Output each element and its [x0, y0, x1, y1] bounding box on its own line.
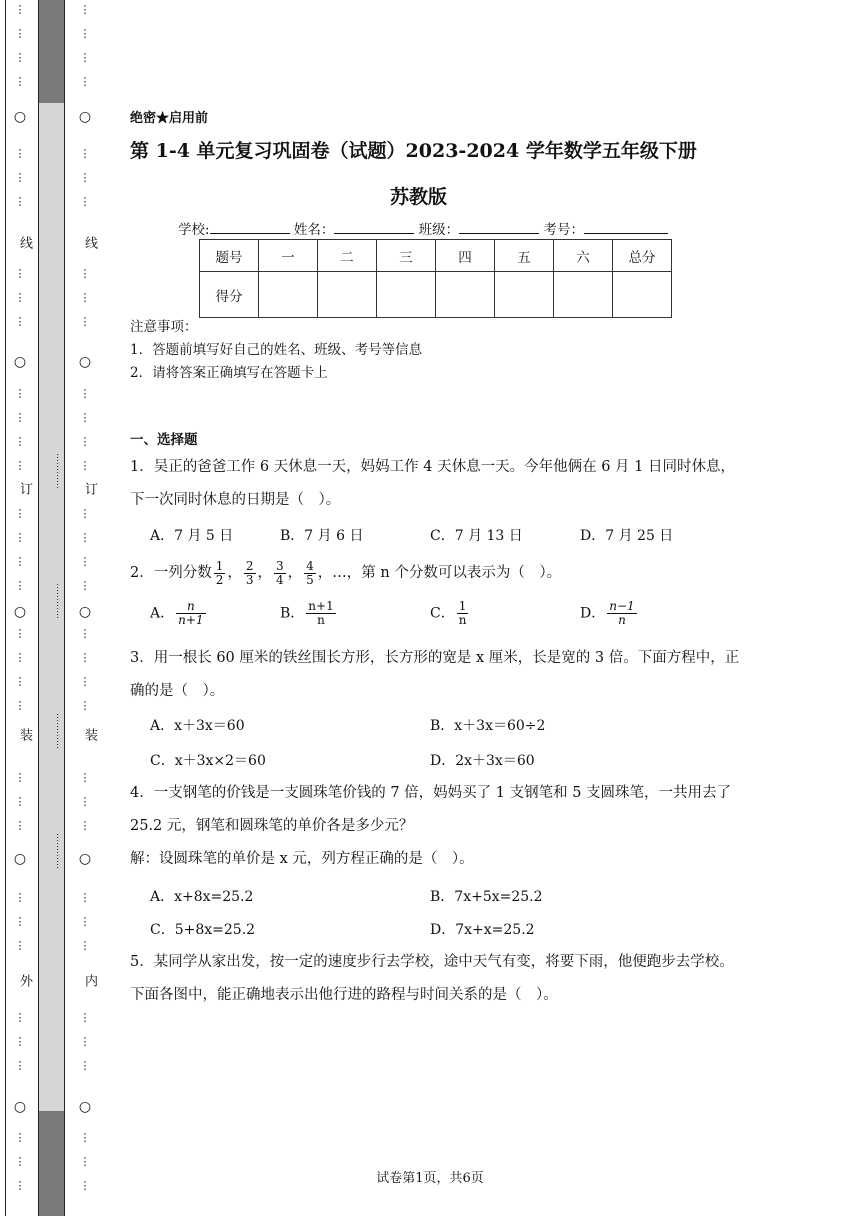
question-4-solution: 解：设圆珠笔的单价是 x 元，列方程正确的是（ ）。	[130, 851, 474, 867]
notes-item: 1．答题前填写好自己的姓名、班级、考号等信息	[130, 342, 423, 358]
score-cell[interactable]	[436, 272, 495, 318]
binding-dots: ⋮	[79, 435, 91, 448]
confidential-label: 绝密★启用前	[130, 111, 209, 126]
question-4-text: 4．一支钢笔的价钱是一支圆珠笔价钱的 7 倍，妈妈买了 1 支钢笔和 5 支圆珠笔，一共用去了 25.2 元，钢笔和圆珠笔的单价各是多少元？	[130, 785, 732, 834]
binding-dots: ⋮	[14, 291, 26, 304]
binding-dots: ⋮	[79, 819, 91, 832]
binding-dots: ⋮	[14, 579, 26, 592]
binding-dots: ⋮	[14, 147, 26, 160]
binding-dots: ⋮	[79, 507, 91, 520]
q4-option-c[interactable]: C．5+8x=25.2	[150, 922, 256, 938]
binding-dots: ⋮	[14, 507, 26, 520]
score-table-cell: 四	[436, 240, 495, 272]
score-cell[interactable]	[259, 272, 318, 318]
q1-option-c[interactable]: C．7 月 13 日	[430, 528, 523, 544]
binding-dots: ⋮	[14, 531, 26, 544]
binding-dots: ⋮	[14, 651, 26, 664]
binding-seal-word: 订	[82, 482, 97, 495]
fraction: $\frac{3}{4}$	[276, 558, 284, 587]
score-cell[interactable]	[495, 272, 554, 318]
binding-dots: ⋮	[14, 27, 26, 40]
question-2-text: 2．一列分数 $\frac{1}{2}$ ， $\frac{2}{3}$ ， $\frac{3}{4}$ ， $\frac{4}{5}$ ，…，第 n 个分数可以表示为（ ）。	[130, 558, 562, 587]
exam-number-label: 考号：	[543, 222, 584, 238]
score-table-cell: 题号	[200, 240, 259, 272]
binding-dots: ⋮	[79, 171, 91, 184]
binding-dots: ⋮	[79, 531, 91, 544]
notes-title: 注意事项：	[130, 319, 198, 335]
score-table-cell: 一	[259, 240, 318, 272]
binding-circle-icon: ○	[78, 604, 92, 620]
binding-dots: ⋮	[14, 891, 26, 904]
q3-option-d[interactable]: D．2x＋3x＝60	[430, 753, 535, 769]
q2-option-d[interactable]: D． $\frac{n-1}{n}$	[580, 599, 635, 627]
binding-dots: ⋮	[14, 1059, 26, 1072]
score-table-cell: 二	[318, 240, 377, 272]
q1-option-d[interactable]: D．7 月 25 日	[580, 528, 674, 544]
outer-seal-column	[9, 0, 31, 1216]
binding-dots: ⋮	[14, 171, 26, 184]
notes	[130, 316, 422, 385]
question-1-text: 1．吴正的爸爸工作 6 天休息一天，妈妈工作 4 天休息一天。今年他俩在 6 月 1 日同时休息，下一次同时休息的日期是（ ）。	[130, 459, 735, 508]
binding-dots: ⋮	[79, 1059, 91, 1072]
question-3-text: 3．用一根长 60 厘米的铁丝围长方形，长方形的宽是 x 厘米，长是宽的 3 倍。下面方程中，正确的是（ ）。	[130, 650, 740, 699]
binding-dots: ⋮	[79, 1131, 91, 1144]
binding-circle-icon: ○	[13, 354, 27, 370]
binding-seal-word: 外	[17, 974, 32, 987]
class-field[interactable]	[459, 221, 539, 234]
binding-circle-icon: ○	[13, 604, 27, 620]
binding-dots: ⋮	[79, 147, 91, 160]
score-row-label: 得分	[200, 272, 259, 318]
binding-dots: ⋮	[14, 675, 26, 688]
binding-dots: ⋮	[14, 699, 26, 712]
score-table-cell: 总分	[613, 240, 672, 272]
binding-dots: ⋮	[79, 1155, 91, 1168]
binding-dots: ⋮	[79, 1179, 91, 1192]
binding-dots: ⋮	[14, 1131, 26, 1144]
binding-dots: ⋮	[14, 1155, 26, 1168]
fraction: $\frac{1}{2}$	[215, 558, 224, 587]
q2-prefix: 2．一列分数	[130, 565, 212, 581]
exam-number-field[interactable]	[584, 221, 668, 234]
binding-dots: ⋮	[79, 459, 91, 472]
page-subtitle: 苏教版	[390, 186, 448, 208]
binding-dots: ⋮	[14, 411, 26, 424]
binding-dots: ⋮	[14, 75, 26, 88]
score-table	[199, 239, 672, 318]
binding-seal-word: 装	[17, 728, 32, 741]
q4-option-d[interactable]: D．7x+x=25.2	[430, 922, 535, 938]
binding-dots: ⋮	[14, 1035, 26, 1048]
notes-item: 2．请将答案正确填写在答题卡上	[130, 365, 328, 381]
binding-seal-word: 线	[82, 236, 97, 249]
score-cell[interactable]	[613, 272, 672, 318]
binding-dots: ⋮	[14, 555, 26, 568]
score-cell[interactable]	[318, 272, 377, 318]
binding-dots: ⋮	[14, 267, 26, 280]
q2-option-c[interactable]: C． $\frac{1}{n}$	[430, 599, 467, 627]
page-footer: 试卷第1页，共6页	[376, 1171, 484, 1186]
q3-option-c[interactable]: C．x＋3x×2＝60	[150, 753, 266, 769]
binding-dots: ⋮	[79, 651, 91, 664]
binding-dots: ⋮	[14, 771, 26, 784]
binding-seal-word: 线	[17, 236, 32, 249]
binding-dots: ⋮	[14, 795, 26, 808]
q1-option-b[interactable]: B．7 月 6 日	[280, 528, 364, 544]
binding-strip-light: ………… ………… ………… …………	[38, 103, 65, 1111]
binding-dots: ⋮	[79, 891, 91, 904]
binding-dots: ⋮	[14, 51, 26, 64]
q1-option-a[interactable]: A．7 月 5 日	[150, 528, 234, 544]
binding-dots: ⋮	[79, 1011, 91, 1024]
margin-rule	[5, 0, 6, 1216]
binding-dots: ⋮	[14, 1011, 26, 1024]
binding-dots: ⋮	[79, 699, 91, 712]
binding-dots: ⋮	[14, 459, 26, 472]
binding-circle-icon: ○	[13, 109, 27, 125]
binding-circle-icon: ○	[78, 109, 92, 125]
binding-seal-word: 订	[17, 482, 32, 495]
binding-dots: ⋮	[79, 195, 91, 208]
binding-dots: ⋮	[14, 939, 26, 952]
score-table-score-row	[200, 272, 672, 318]
q4-option-a[interactable]: A．x+8x=25.2	[150, 889, 254, 905]
binding-circle-icon: ○	[13, 1099, 27, 1115]
binding-dots: ⋮	[79, 555, 91, 568]
binding-dots: ⋮	[79, 291, 91, 304]
binding-circle-icon: ○	[13, 851, 27, 867]
binding-dots: ⋮	[14, 195, 26, 208]
q2-option-b[interactable]: B． $\frac{n+1}{n}$	[280, 599, 334, 627]
binding-dots: ⋮	[79, 915, 91, 928]
q4-option-b[interactable]: B．7x+5x=25.2	[430, 889, 543, 905]
fraction: $\frac{2}{3}$	[245, 558, 254, 587]
binding-dots: ⋮	[79, 3, 91, 16]
page-title: 第 1-4 单元复习巩固卷（试题）2023-2024 学年数学五年级下册	[130, 140, 697, 162]
fraction: $\frac{4}{5}$	[306, 558, 314, 587]
binding-circle-icon: ○	[78, 354, 92, 370]
binding-dots: ⋮	[79, 27, 91, 40]
binding-dots: ⋮	[79, 411, 91, 424]
score-table-header-row	[200, 240, 672, 272]
binding-dots: ⋮	[14, 915, 26, 928]
q2-suffix: ，…，第 n 个分数可以表示为（ ）。	[317, 565, 562, 581]
binding-dots: ⋮	[79, 51, 91, 64]
school-label: 学校:	[178, 222, 210, 238]
binding-dots: ⋮	[79, 579, 91, 592]
binding-dots: ⋮	[14, 3, 26, 16]
binding-dots: ⋮	[79, 627, 91, 640]
binding-dots: ⋮	[79, 75, 91, 88]
binding-dots: ⋮	[79, 939, 91, 952]
binding-dots: ⋮	[14, 387, 26, 400]
q2-option-a[interactable]: A． $\frac{n}{n+1}$	[150, 599, 204, 627]
question-5-text: 5．某同学从家出发，按一定的速度步行去学校，途中天气有变，将要下雨，他便跑步去学校。下面各图中，能正确地表示出他行进的路程与时间关系的是（ ）。	[130, 954, 734, 1003]
binding-margin	[0, 0, 106, 1216]
binding-dots: ⋮	[14, 1179, 26, 1192]
binding-dots: ⋮	[14, 315, 26, 328]
binding-dots: ⋮	[79, 795, 91, 808]
q3-option-b[interactable]: B．x＋3x＝60÷2	[430, 718, 546, 734]
binding-strip-dark-bottom	[38, 1111, 65, 1216]
score-table-cell: 五	[495, 240, 554, 272]
name-label: 姓名：	[293, 222, 335, 238]
score-table-cell: 六	[554, 240, 613, 272]
inner-seal-column	[74, 0, 96, 1216]
binding-circle-icon: ○	[78, 1099, 92, 1115]
student-info-line	[178, 218, 668, 238]
binding-dots: ⋮	[79, 267, 91, 280]
section-heading: 一、选择题	[130, 432, 198, 448]
binding-seal-word: 装	[82, 728, 97, 741]
score-cell[interactable]	[377, 272, 436, 318]
binding-dots: ⋮	[79, 1035, 91, 1048]
name-field[interactable]	[334, 221, 414, 234]
binding-strip-dark-top	[38, 0, 65, 103]
binding-dots: ⋮	[14, 435, 26, 448]
score-cell[interactable]	[554, 272, 613, 318]
binding-seal-word: 内	[82, 974, 97, 987]
class-label: 班级：	[418, 222, 460, 238]
binding-dots: ⋮	[79, 675, 91, 688]
binding-dots: ⋮	[79, 771, 91, 784]
q3-option-a[interactable]: A．x＋3x＝60	[150, 718, 245, 734]
binding-dots: ⋮	[14, 819, 26, 832]
binding-dots: ⋮	[79, 387, 91, 400]
binding-dots: ⋮	[14, 627, 26, 640]
school-field[interactable]	[210, 221, 290, 234]
binding-dots: ⋮	[79, 315, 91, 328]
score-table-cell: 三	[377, 240, 436, 272]
binding-circle-icon: ○	[78, 851, 92, 867]
